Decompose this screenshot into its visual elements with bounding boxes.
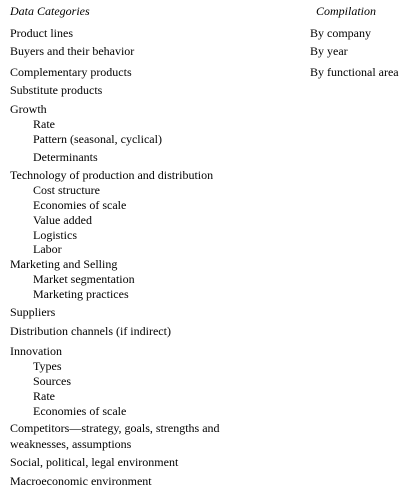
category-item: Growth [10,102,47,116]
subcategory-item: Rate [33,117,55,131]
subcategory-item: Economies of scale [33,404,127,418]
subcategory-item: Pattern (seasonal, cyclical) [33,132,162,146]
subcategory-item: Market segmentation [33,272,135,286]
category-item: Suppliers [10,305,56,319]
category-item: Macroeconomic environment [10,474,152,488]
category-item: Product lines [10,26,73,40]
subcategory-item: Cost structure [33,183,100,197]
category-item: Buyers and their behavior [10,44,135,58]
category-item: Complementary products [10,65,132,79]
compilation-item: By functional area [310,65,399,79]
subcategory-item: Economies of scale [33,198,127,212]
compilation-item: By company [310,26,371,40]
category-item: Marketing and Selling [10,257,118,271]
subcategory-item: Labor [33,242,62,256]
category-item: Substitute products [10,83,103,97]
compilation-header: Compilation [316,4,377,18]
subcategory-item: Sources [33,374,71,388]
compilation-item: By year [310,44,348,58]
subcategory-item: Marketing practices [33,287,129,301]
subcategory-item: Logistics [33,228,77,242]
category-item: weaknesses, assumptions [10,437,132,451]
subcategory-item: Rate [33,389,55,403]
subcategory-item: Value added [33,213,92,227]
category-item: Distribution channels (if indirect) [10,324,171,338]
category-item: Competitors—strategy, goals, strengths and [10,421,220,435]
subcategory-item: Types [33,359,62,373]
subcategory-item: Determinants [33,150,98,164]
category-item: Innovation [10,344,62,358]
category-item: Technology of production and distribution [10,168,214,182]
data-categories-header: Data Categories [10,4,90,18]
category-item: Social, political, legal environment [10,455,179,469]
